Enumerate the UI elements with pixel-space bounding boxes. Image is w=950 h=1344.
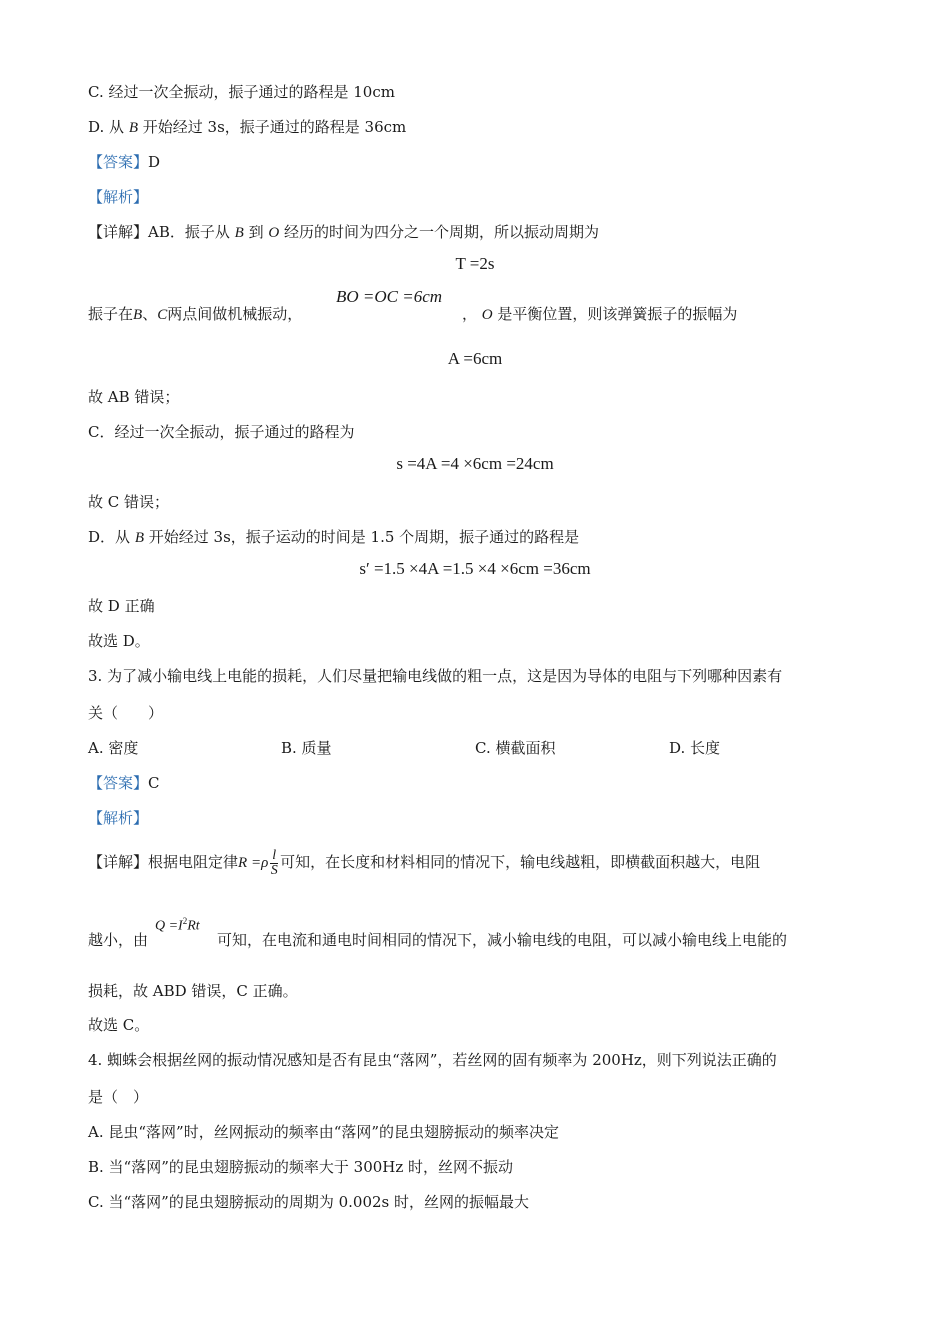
q2-option-c: C. 经过一次全振动，振子通过的路程是 10cm [88,83,395,101]
q2-line-amplitude-tail: ， O 是平衡位置，则该弹簧振子的振幅为 [462,305,738,323]
equation-period: T =2s [455,254,495,273]
q4-option-b: B. 当“落网”的昆虫翅膀振动的频率大于 300Hz 时，丝网不振动 [88,1158,514,1176]
q3-detail-line3: 损耗，故 ABD 错误，C 正确。 [88,982,298,1000]
q3-detail-line2-tail: 可知，在电流和通电时间相同的情况下，减小输电线的电阻，可以减小输电线上电能的 [217,931,788,949]
resistance-fraction: $\frac{l}{S}$ [270,847,278,878]
q2-detail: 【详解】AB．振子从 B 到 O 经历的时间为四分之一个周期，所以振动周期为 [88,223,600,241]
q3-analysis: 【解析】 [88,809,149,827]
q3-option-a: A. 密度 [88,739,139,757]
q3-detail-line2: 越小，由 [88,931,149,949]
equation-distance-2: s′ =1.5 ×4A =1.5 ×4 ×6cm =36cm [359,559,591,578]
q3-option-b: B. 质量 [281,739,332,757]
q3-select: 故选 C。 [88,1016,150,1034]
q2-c-analysis: C．经过一次全振动，振子通过的路程为 [88,423,355,441]
q2-d-right: 故 D 正确 [88,597,155,615]
q2-line-amplitude: 振子在B、C两点间做机械振动， [88,305,303,323]
answer-tag: 【答案】 [88,153,149,171]
equation-joule: $Q =I^2Rt$ [155,916,200,934]
q4-stem-line2: 是（ ） [88,1088,149,1106]
q4-option-c: C. 当“落网”的昆虫翅膀振动的周期为 0.002s 时，丝网的振幅最大 [88,1193,529,1211]
q2-select: 故选 D。 [88,632,150,650]
equation-distance: s =4A =4 ×6cm =24cm [396,454,554,473]
q4-option-a: A. 昆虫“落网”时，丝网振动的频率由“落网”的昆虫翅膀振动的频率决定 [88,1123,560,1141]
q3-detail-line1: 【详解】根据电阻定律R =ρ $\frac{l}{S}$ 可知，在长度和材料相同的情况下，输电线越粗，即横截面积越大，电阻 [88,847,761,878]
q2-analysis: 【解析】 [88,188,149,206]
q2-c-wrong: 故 C 错误； [88,493,170,511]
q3-option-c: C. 横截面积 [475,739,556,757]
equation-bo-oc: BO =OC =6cm [336,287,443,306]
q3-stem-line1: 3. 为了减小输电线上电能的损耗，人们尽量把输电线做的粗一点，这是因为导体的电阻与下列哪种因素有 [88,667,783,685]
q2-answer: 【答案】D [88,153,161,171]
q4-stem-line1: 4. 蜘蛛会根据丝网的振动情况感知是否有昆虫“落网”，若丝网的固有频率为 200Hz，则下列说法正确的 [88,1051,777,1069]
equation-amplitude: A =6cm [447,349,503,368]
q3-answer: 【答案】C [88,774,160,792]
q2-option-d: D. 从 B 开始经过 3s，振子通过的路程是 36cm [88,118,407,136]
q2-d-analysis: D．从 B 开始经过 3s，振子运动的时间是 1.5 个周期，振子通过的路程是 [88,528,580,546]
q2-ab-wrong: 故 AB 错误； [88,388,180,406]
q3-option-d: D. 长度 [669,739,721,757]
q3-stem-line2: 关（ ） [88,704,164,722]
